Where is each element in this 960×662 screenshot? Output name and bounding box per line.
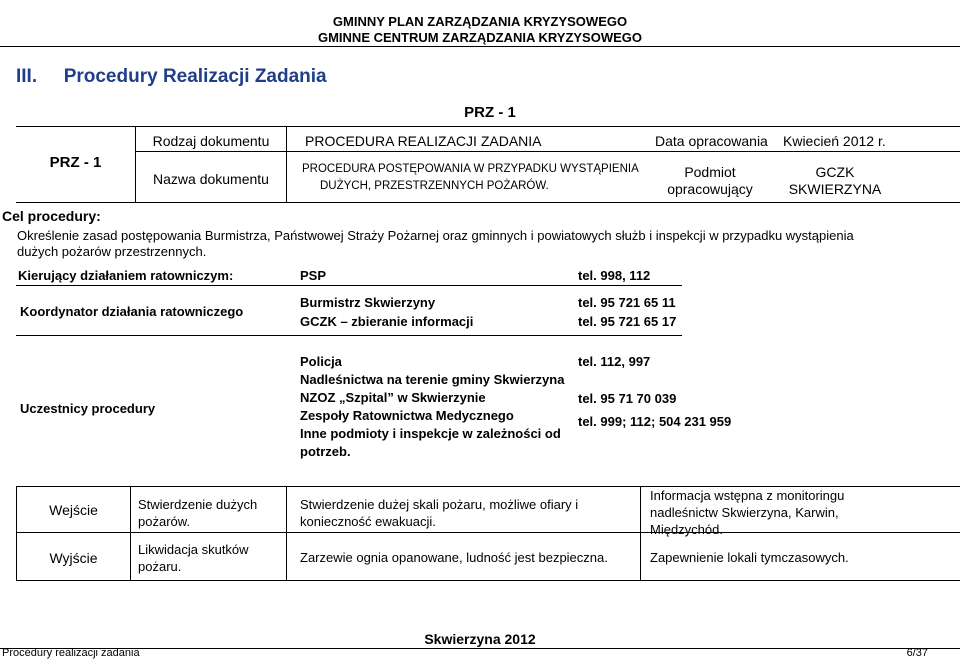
commander-rule (16, 285, 682, 286)
participant-item: Inne podmioty i inspekcje w zależności od (300, 426, 561, 441)
plan-header-line1: GMINNY PLAN ZARZĄDZANIA KRYZYSOWEGO (332, 14, 628, 29)
table-divider-2 (286, 126, 287, 202)
section-title: Procedury Realizacji Zadania (63, 66, 327, 87)
author-value-line2: SKWIERZYNA (788, 181, 882, 197)
input-col3-line: nadleśnictw Skwierzyna, Karwin, (650, 505, 839, 520)
footer-rule (0, 648, 960, 649)
table-top-title: PRZ - 1 (464, 104, 516, 121)
document-name-label: Nazwa dokumentu (153, 171, 269, 187)
participant-phone-1: tel. 112, 997 (578, 354, 651, 369)
section-heading (16, 66, 327, 88)
input-col1 (138, 496, 257, 530)
output-col1 (138, 541, 249, 575)
table-mid-rule (135, 151, 960, 152)
purpose-label: Cel procedury: (2, 208, 101, 224)
participant-phone-2: tel. 95 71 70 039 (578, 391, 677, 406)
participants-list (300, 353, 564, 461)
document-code: PRZ - 1 (49, 154, 102, 171)
output-label: Wyjście (49, 550, 98, 566)
page-number: 6/37 (906, 647, 928, 659)
io-divider-3 (640, 486, 641, 580)
document-name-line2: DUŻYCH, PRZESTRZENNYCH POŻARÓW. (320, 180, 549, 192)
participants-label: Uczestnicy procedury (20, 401, 156, 416)
commander-phone: tel. 998, 112 (578, 268, 651, 283)
input-col2 (300, 496, 578, 530)
participant-item: Nadleśnictwa na terenie gminy Skwierzyna (300, 372, 565, 387)
input-col1-line: Stwierdzenie dużych (138, 497, 258, 512)
section-number: III. (16, 66, 38, 87)
document-type-value: PROCEDURA REALIZACJI ZADANIA (305, 133, 542, 149)
document-name-line1: PROCEDURA POSTĘPOWANIA W PRZYPADKU WYSTĄPIENIA (302, 163, 639, 175)
purpose-line1: Określenie zasad postępowania Burmistrza, Państwowej Straży Pożarnej oraz gminnych i powiatowych służb i inspekcji w przypadku wystąpienia (17, 228, 854, 243)
output-col1-line: Likwidacja skutków (138, 542, 249, 557)
output-col1-line: pożaru. (138, 559, 182, 574)
input-col3 (650, 487, 844, 538)
input-col1-line: pożarów. (138, 514, 191, 529)
coordinator-entity-1: Burmistrz Skwierzyny (300, 295, 436, 310)
input-col2-line: konieczność ewakuacji. (300, 514, 436, 529)
date-label: Data opracowania (655, 133, 768, 149)
input-col2-line: Stwierdzenie dużej skali pożaru, możliwe ofiary i (300, 497, 579, 512)
date-value: Kwiecień 2012 r. (783, 133, 886, 149)
io-divider-2 (286, 486, 287, 580)
io-bottom-rule (16, 580, 960, 581)
participant-item: Policja (300, 354, 342, 369)
input-label: Wejście (49, 502, 98, 518)
coordinator-rule (16, 335, 682, 336)
commander-label: Kierujący działaniem ratowniczym: (18, 268, 234, 283)
purpose-line2: dużych pożarów przestrzennych. (17, 244, 207, 259)
participant-item: potrzeb. (300, 444, 351, 459)
coordinator-phone-1: tel. 95 721 65 11 (578, 295, 676, 310)
participant-phone-3: tel. 999; 112; 504 231 959 (578, 414, 732, 429)
footer-left: Procedury realizacji zadania (2, 647, 140, 659)
footer-center: Skwierzyna 2012 (424, 631, 536, 647)
io-divider-1 (130, 486, 131, 580)
commander-unit: PSP (300, 268, 327, 283)
header-rule (0, 46, 960, 47)
output-col3: Zapewnienie lokali tymczasowych. (650, 550, 849, 565)
coordinator-label: Koordynator działania ratowniczego (20, 304, 244, 319)
participant-item: NZOZ „Szpital” w Skwierzynie (300, 390, 486, 405)
coordinator-phone-2: tel. 95 721 65 17 (578, 314, 677, 329)
author-value-line1: GCZK (815, 164, 855, 180)
plan-header-line2: GMINNE CENTRUM ZARZĄDZANIA KRYZYSOWEGO (317, 30, 643, 45)
coordinator-entity-2: GCZK – zbieranie informacji (300, 314, 474, 329)
input-col3-line: Informacja wstępna z monitoringu (650, 488, 845, 503)
author-label-line1: Podmiot (684, 164, 736, 180)
table-bottom-rule (16, 202, 960, 203)
table-top-rule (16, 126, 960, 127)
document-type-label: Rodzaj dokumentu (152, 133, 270, 149)
output-col2: Zarzewie ognia opanowane, ludność jest bezpieczna. (300, 550, 608, 565)
author-label-line2: opracowujący (667, 181, 753, 197)
participant-item: Zespoły Ratownictwa Medycznego (300, 408, 514, 423)
input-col3-line: Międzychód. (650, 522, 723, 537)
